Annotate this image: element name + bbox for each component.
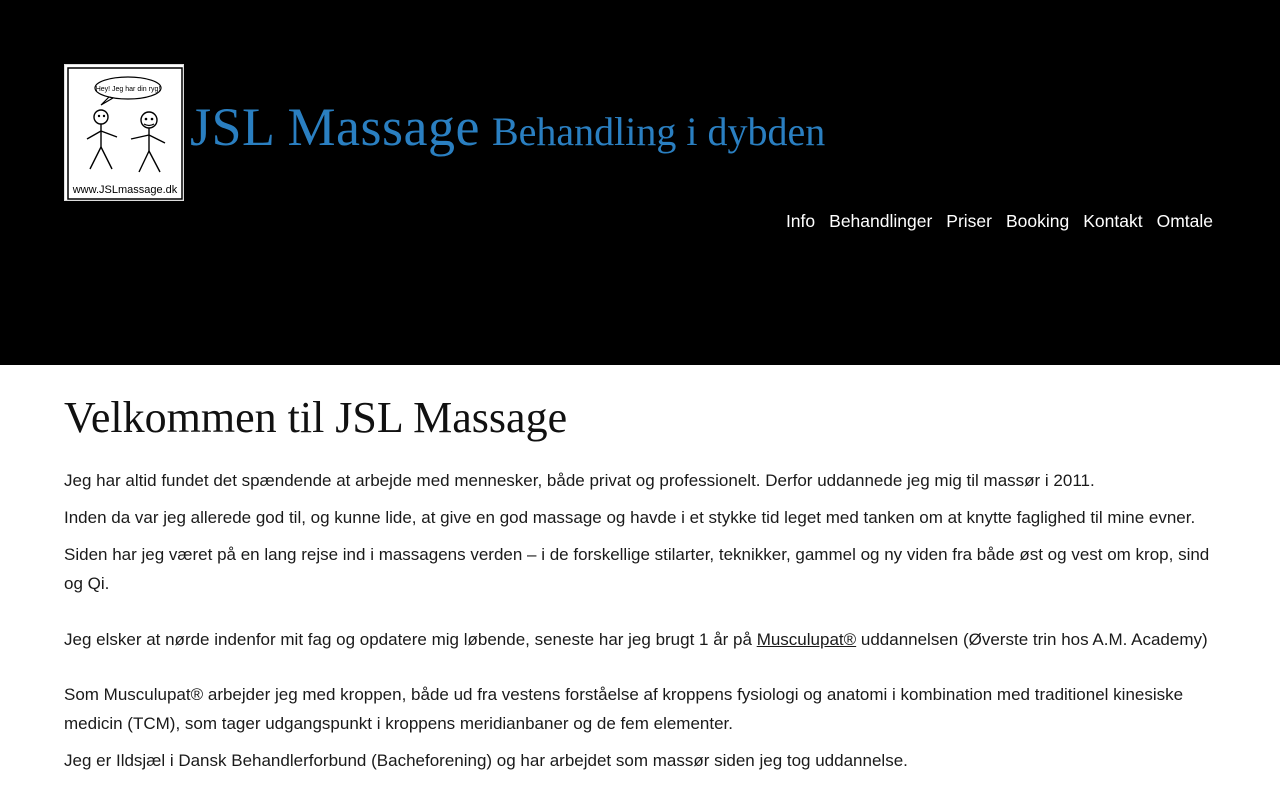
intro-paragraph-2: Inden da var jeg allerede god til, og kunne lide, at give en god massage og havde i et stykke tid leget med tanken om at knytte faglighed til mine evner. bbox=[64, 507, 1196, 527]
logo-illustration-icon bbox=[65, 65, 184, 201]
brand-heading bbox=[190, 96, 825, 158]
musculupat-paragraph: Som Musculupat® arbejder jeg med kroppen, både ud fra vestens forståelse af kroppens fysiologi og anatomi i kombination med traditionel kinesiske medicin (TCM), som tager udgangspunkt i kroppens meridianbaner og de fem elementer. bbox=[64, 684, 1184, 733]
link-paragraph-before: Jeg elsker at nørde indenfor mit fag og opdatere mig løbende, seneste har jeg brugt 1 år på bbox=[64, 629, 757, 649]
closing-paragraph: Jeg er Ildsjæl i Dansk Behandlerforbund (Bacheforening) og har arbejdet som massør siden jeg tog uddannelse. bbox=[64, 751, 908, 771]
nav-item-kontakt[interactable]: Kontakt bbox=[1083, 211, 1143, 231]
nav-item-booking[interactable]: Booking bbox=[1005, 211, 1070, 231]
intro-paragraph-1: Jeg har altid fundet det spændende at arbejde med mennesker, både privat og professionelt. Derfor uddannede jeg mig til massør i 2011. bbox=[64, 470, 1095, 490]
svg-text:Hey! Jeg har din ryg!: Hey! Jeg har din ryg! bbox=[95, 86, 161, 93]
site-logo[interactable] bbox=[64, 64, 184, 201]
nav-item-behandlinger[interactable]: Behandlinger bbox=[829, 211, 933, 231]
musculupat-link[interactable]: Musculupat® bbox=[756, 629, 857, 649]
page-title: Velkommen til JSL Massage bbox=[64, 393, 568, 442]
main-navigation bbox=[783, 208, 1216, 234]
svg-text:www.JSLmassage.dk: www.JSLmassage.dk bbox=[72, 184, 178, 196]
site-header bbox=[0, 0, 1280, 365]
nav-item-omtale[interactable]: Omtale bbox=[1156, 211, 1213, 231]
nav-item-info[interactable]: Info bbox=[785, 211, 816, 231]
main-content bbox=[0, 393, 1280, 775]
nav-item-priser[interactable]: Priser bbox=[946, 211, 992, 231]
musculupat-link-paragraph bbox=[64, 625, 1216, 654]
header-inner bbox=[0, 0, 1280, 365]
brand-tagline: Behandling i dybden bbox=[491, 109, 826, 154]
intro-paragraph-3: Siden har jeg været på en lang rejse ind i massagens verden – i de forskellige stilarter, teknikker, gammel og ny viden fra både øst og vest om krop, sind og Qi. bbox=[64, 545, 1210, 594]
link-paragraph-after: uddannelsen (Øverste trin hos A.M. Academy) bbox=[856, 629, 1208, 649]
brand-title: JSL Massage bbox=[190, 97, 480, 157]
